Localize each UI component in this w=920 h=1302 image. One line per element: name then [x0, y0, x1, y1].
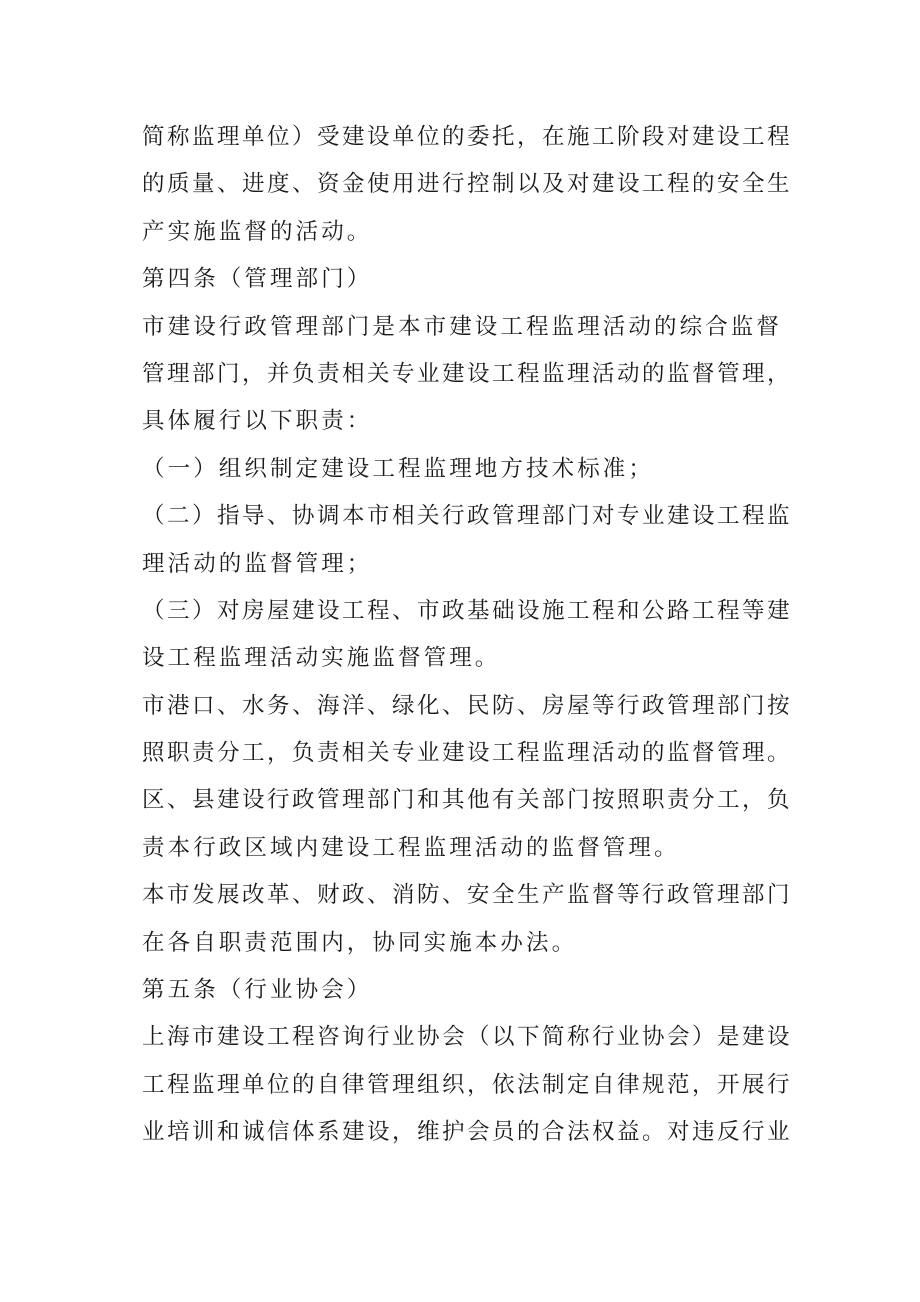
text-line: 产实施监督的活动。 [142, 218, 373, 245]
text-line: 管理部门，并负责相关专业建设工程监理活动的监督管理， [142, 360, 793, 387]
text-line: 理活动的监督管理； [142, 550, 373, 577]
list-item: （二）指导、协调本市相关行政管理部门对专业建设工程监 [142, 503, 793, 530]
text-line: 区、县建设行政管理部门和其他有关部门按照职责分工，负 [142, 787, 793, 814]
list-item: （一）组织制定建设工程监理地方技术标准； [142, 455, 655, 482]
text-line: 本市发展改革、财政、消防、安全生产监督等行政管理部门 [142, 882, 793, 909]
text-line: 简称监理单位）受建设单位的委托，在施工阶段对建设工程 [142, 124, 793, 150]
list-item: （三）对房屋建设工程、市政基础设施工程和公路工程等建 [142, 597, 793, 624]
text-line: 责本行政区域内建设工程监理活动的监督管理。 [142, 834, 680, 861]
text-line: 照职责分工，负责相关专业建设工程监理活动的监督管理。 [142, 740, 793, 767]
text-line: 工程监理单位的自律管理组织，依法制定自律规范，开展行 [142, 1071, 793, 1098]
text-line: 上海市建设工程咨询行业协会（以下简称行业协会）是建设 [142, 1024, 793, 1051]
text-line: 设工程监理活动实施监督管理。 [142, 645, 501, 672]
article-heading: 第四条（管理部门） [142, 266, 373, 293]
article-heading: 第五条（行业协会） [142, 977, 373, 1004]
text-line: 市港口、水务、海洋、绿化、民防、房屋等行政管理部门按 [142, 692, 793, 719]
text-line: 具体履行以下职责： [142, 408, 373, 435]
document-body [142, 114, 792, 1157]
text-line: 市建设行政管理部门是本市建设工程监理活动的综合监督 [142, 313, 783, 340]
text-line: 业培训和诚信体系建设，维护会员的合法权益。对违反行业 [142, 1119, 793, 1146]
text-line: 的质量、进度、资金使用进行控制以及对建设工程的安全生 [142, 171, 793, 198]
text-line: 在各自职责范围内，协同实施本办法。 [142, 929, 578, 956]
